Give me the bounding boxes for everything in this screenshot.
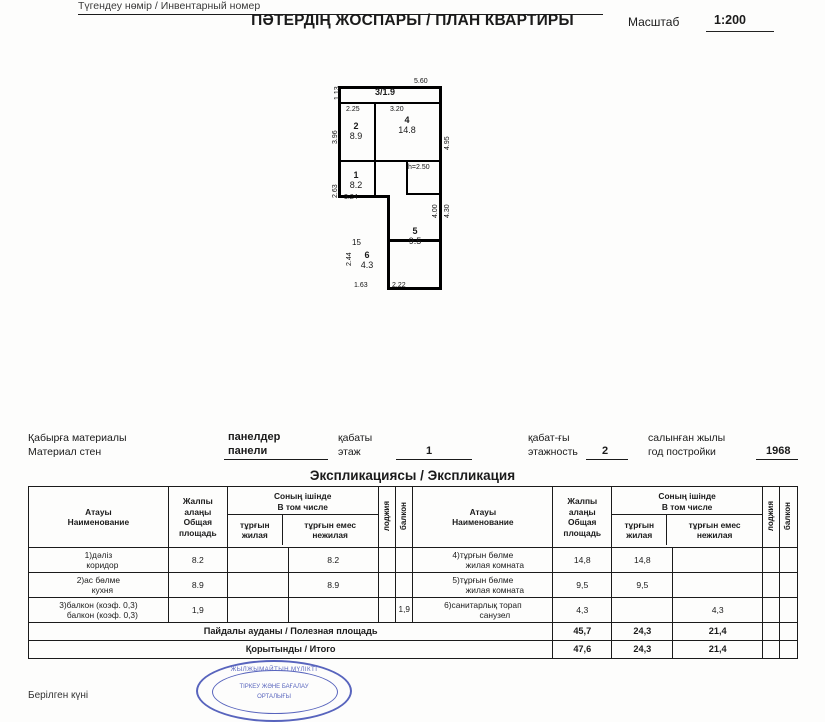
issued-date-label: Берілген күні bbox=[28, 690, 89, 701]
row-name-right-1-kk: 5)тұрғын бөлме bbox=[452, 574, 514, 585]
header-among-left-kk: Соның ішінде bbox=[273, 491, 332, 501]
row-living-left-2 bbox=[227, 598, 288, 623]
dim-163: 1.63 bbox=[354, 282, 368, 289]
row-name-right-1 bbox=[413, 573, 553, 598]
room-label-1: 1 bbox=[353, 170, 359, 180]
header-among-left-sub bbox=[228, 515, 378, 545]
header-total-right-kk: Жалпы bbox=[567, 496, 598, 506]
storeys-label-ru: этажность bbox=[528, 446, 578, 458]
header-loggia-left bbox=[378, 487, 395, 548]
header-total-left-kk: Жалпы bbox=[182, 496, 213, 506]
total-usable-nonliving: 21,4 bbox=[673, 623, 763, 641]
total-sum-balcony bbox=[780, 641, 798, 659]
row-name-left-2 bbox=[29, 598, 169, 623]
row-total-left-0: 8.2 bbox=[168, 548, 227, 573]
row-name-left-1-kk: 2)ас бөлме bbox=[76, 574, 121, 585]
floor-rule bbox=[396, 459, 472, 460]
floor-label-ru: этаж bbox=[338, 446, 361, 458]
table-total-row bbox=[29, 623, 798, 641]
room-area-1: 8.2 bbox=[349, 180, 363, 190]
dim-222: 2.22 bbox=[392, 282, 406, 289]
room-area-5: 9.5 bbox=[408, 236, 422, 246]
wall-partition-3 bbox=[338, 160, 442, 162]
header-living-left-ru: жилая bbox=[241, 530, 268, 540]
header-name-right-kk: Атауы bbox=[469, 506, 497, 517]
dim-225: 2.25 bbox=[346, 106, 360, 113]
total-usable-balcony bbox=[780, 623, 798, 641]
row-living-left-1 bbox=[227, 573, 288, 598]
dim-244: 2.44 bbox=[346, 252, 353, 266]
header-name-right bbox=[413, 487, 553, 548]
room-label-3: 3/1.9 bbox=[374, 87, 396, 97]
header-nonliving-left-kk: тұрғын емес bbox=[304, 519, 357, 530]
header-among-right-sub bbox=[612, 515, 762, 545]
dim-mark-15: 15 bbox=[352, 238, 361, 247]
row-total-left-1: 8.9 bbox=[168, 573, 227, 598]
header-living-right-ru: жилая bbox=[626, 530, 653, 540]
stamp-line-1: ЖЫЛЖЫМАЙТЫН МҮЛІКТІ bbox=[230, 666, 318, 673]
row-living-right-2 bbox=[612, 598, 673, 623]
year-value: 1968 bbox=[766, 445, 791, 457]
row-name-right-2-ru: санузел bbox=[479, 610, 511, 620]
header-total-right-ru2: площадь bbox=[563, 527, 602, 538]
row-name-right-0 bbox=[413, 548, 553, 573]
dim-left-small: 1.13 bbox=[334, 86, 341, 100]
wall-lower-left bbox=[387, 239, 390, 290]
row-loggia-left-1 bbox=[378, 573, 395, 598]
header-among-right-ru: В том числе bbox=[661, 501, 713, 512]
row-name-left-0 bbox=[29, 548, 169, 573]
wall-inner-v1 bbox=[387, 195, 390, 242]
header-total-right-kk2: алаңы bbox=[568, 506, 596, 517]
row-name-right-2 bbox=[413, 598, 553, 623]
wall-right-lower bbox=[439, 195, 442, 290]
total-sum-loggia bbox=[762, 641, 779, 659]
total-sum-total: 47,6 bbox=[553, 641, 612, 659]
floor-plan bbox=[330, 78, 460, 293]
explication-table bbox=[28, 486, 798, 659]
total-usable-loggia bbox=[762, 623, 779, 641]
row-loggia-right-2 bbox=[762, 598, 779, 623]
wall-partition-6 bbox=[406, 193, 442, 195]
row-nonliving-left-1: 8.9 bbox=[288, 573, 378, 598]
wall-partition-4 bbox=[374, 160, 376, 198]
year-rule bbox=[756, 459, 798, 460]
row-balcony-right-0 bbox=[780, 548, 798, 573]
row-name-left-2-kk: 3)балкон (коэф. 0,3) bbox=[59, 599, 138, 610]
header-among-left-title bbox=[228, 489, 378, 515]
row-loggia-left-0 bbox=[378, 548, 395, 573]
header-name-right-ru: Наименование bbox=[452, 517, 514, 527]
row-total-right-1: 9,5 bbox=[553, 573, 612, 598]
row-balcony-left-0 bbox=[395, 548, 412, 573]
explication-title: Экспликациясы / Экспликация bbox=[309, 468, 516, 483]
header-name-left-kk: Атауы bbox=[85, 506, 112, 517]
row-nonliving-left-0: 8.2 bbox=[288, 548, 378, 573]
row-nonliving-right-2: 4,3 bbox=[673, 598, 763, 623]
total-sum-living: 24,3 bbox=[612, 641, 673, 659]
header-nonliving-right bbox=[667, 515, 762, 545]
stamp-line-3: ОРТАЛЫҒЫ bbox=[257, 694, 291, 700]
room-label-4: 4 bbox=[404, 115, 410, 125]
row-loggia-left-2 bbox=[378, 598, 395, 623]
row-name-right-0-kk: 4)тұрғын бөлме bbox=[452, 549, 514, 560]
room-label-6: 6 bbox=[364, 250, 370, 260]
header-total-left bbox=[168, 487, 227, 548]
header-balcony-left bbox=[395, 487, 412, 548]
storeys-label-kk: қабат-ғы bbox=[528, 432, 570, 444]
wall-material-label-ru: Материал стен bbox=[28, 446, 102, 458]
dim-324: 3.24 bbox=[344, 194, 358, 201]
header-balcony-right bbox=[780, 487, 798, 548]
table-total-row bbox=[29, 641, 798, 659]
total-usable-total: 45,7 bbox=[553, 623, 612, 641]
total-label-usable: Пайдалы ауданы / Полезная площадь bbox=[29, 623, 553, 641]
scale-label: Масштаб bbox=[628, 15, 680, 29]
row-name-left-1 bbox=[29, 573, 169, 598]
wall-material-label-kk: Қабырға материалы bbox=[28, 432, 127, 444]
row-balcony-right-2 bbox=[780, 598, 798, 623]
row-balcony-right-1 bbox=[780, 573, 798, 598]
table-row bbox=[29, 598, 798, 623]
header-loggia-right-text: лоджия bbox=[765, 500, 775, 531]
row-name-right-1-ru: жилая комната bbox=[465, 585, 525, 595]
row-name-left-0-ru: коридор bbox=[86, 560, 119, 570]
header-among-left bbox=[227, 487, 378, 548]
stamp-line-2: ТІРКЕУ ЖӘНЕ БАҒАЛАУ bbox=[239, 684, 309, 690]
header-among-right bbox=[612, 487, 763, 548]
total-label-sum: Қорытынды / Итого bbox=[29, 641, 553, 659]
room-area-4: 14.8 bbox=[398, 125, 416, 135]
header-name-left-ru: Наименование bbox=[67, 517, 130, 527]
header-living-right-kk: тұрғын bbox=[624, 519, 655, 530]
row-nonliving-left-2 bbox=[288, 598, 378, 623]
table-row bbox=[29, 548, 798, 573]
row-nonliving-right-1 bbox=[673, 573, 763, 598]
scale-value: 1:200 bbox=[714, 13, 746, 27]
row-total-right-2: 4,3 bbox=[553, 598, 612, 623]
wall-material-rule bbox=[224, 459, 328, 460]
row-balcony-left-1 bbox=[395, 573, 412, 598]
row-living-right-0: 14,8 bbox=[612, 548, 673, 573]
header-total-right bbox=[553, 487, 612, 548]
header-among-right-kk: Соның ішінде bbox=[658, 491, 716, 501]
wall-material-value-ru: панели bbox=[228, 445, 268, 457]
header-nonliving-left bbox=[283, 515, 378, 545]
room-area-2: 8.9 bbox=[349, 131, 363, 141]
row-living-left-0 bbox=[227, 548, 288, 573]
storeys-value: 2 bbox=[602, 445, 609, 457]
dim-263: 2.63 bbox=[332, 184, 339, 198]
dim-h250: h=2.50 bbox=[408, 164, 430, 171]
header-living-left-kk: тұрғын bbox=[240, 519, 270, 530]
official-stamp bbox=[196, 660, 352, 722]
total-usable-living: 24,3 bbox=[612, 623, 673, 641]
header-among-right-title bbox=[612, 489, 762, 515]
floor-value: 1 bbox=[426, 445, 433, 457]
table-row bbox=[29, 573, 798, 598]
dim-495: 4.95 bbox=[444, 136, 451, 150]
dim-top-right: 5.60 bbox=[414, 78, 428, 85]
dim-396: 3.96 bbox=[332, 130, 339, 144]
row-loggia-right-1 bbox=[762, 573, 779, 598]
header-balcony-left-text: балкон bbox=[398, 501, 408, 530]
room-label-5: 5 bbox=[412, 226, 418, 236]
header-total-left-ru2: площадь bbox=[178, 527, 217, 538]
header-total-left-ru: Общая bbox=[183, 517, 212, 527]
storeys-rule bbox=[586, 459, 628, 460]
header-nonliving-right-kk: тұрғын емес bbox=[688, 519, 741, 530]
header-living-right bbox=[612, 515, 667, 545]
header-living-left bbox=[228, 515, 283, 545]
header-loggia-right bbox=[762, 487, 779, 548]
row-living-right-1: 9,5 bbox=[612, 573, 673, 598]
row-name-left-1-ru: кухня bbox=[91, 585, 114, 595]
row-name-right-2-kk: 6)санитарлық торап bbox=[444, 599, 522, 610]
header-balcony-right-text: балкон bbox=[783, 501, 793, 530]
row-total-right-0: 14,8 bbox=[553, 548, 612, 573]
row-name-left-2-ru: балкон (коэф. 0,3) bbox=[66, 610, 138, 620]
header-among-left-ru: В том числе bbox=[277, 501, 328, 512]
total-sum-nonliving: 21,4 bbox=[673, 641, 763, 659]
row-nonliving-right-0 bbox=[673, 548, 763, 573]
room-area-6: 4.3 bbox=[360, 260, 374, 270]
header-loggia-left-text: лоджия bbox=[381, 500, 391, 531]
floor-label-kk: қабаты bbox=[338, 432, 373, 444]
dim-320: 3.20 bbox=[390, 106, 404, 113]
header-nonliving-left-ru: нежилая bbox=[312, 530, 348, 540]
wall-partition-1 bbox=[338, 102, 442, 104]
wall-partition-2 bbox=[374, 102, 376, 162]
row-total-left-2: 1,9 bbox=[168, 598, 227, 623]
dim-430: 4.30 bbox=[444, 204, 451, 218]
scale-rule bbox=[706, 31, 774, 32]
room-label-2: 2 bbox=[353, 121, 359, 131]
row-name-left-0-kk: 1)дәліз bbox=[84, 549, 113, 560]
row-balcony-left-2: 1,9 bbox=[395, 598, 412, 623]
year-label-ru: год постройки bbox=[648, 446, 716, 458]
header-total-left-kk2: алаңы bbox=[184, 506, 212, 517]
wall-material-value-kk: панелдер bbox=[228, 431, 281, 443]
stamp-inner-ring bbox=[212, 670, 338, 714]
row-loggia-right-0 bbox=[762, 548, 779, 573]
dim-400: 4.00 bbox=[432, 204, 439, 218]
header-name-left bbox=[29, 487, 169, 548]
year-label-kk: салынған жылы bbox=[648, 432, 726, 444]
page-title: ПӘТЕРДІҢ ЖОСПАРЫ / ПЛАН КВАРТИРЫ bbox=[251, 12, 574, 29]
table-header-row bbox=[29, 487, 798, 548]
header-total-right-ru: Общая bbox=[568, 517, 597, 527]
header-nonliving-right-ru: нежилая bbox=[696, 530, 733, 540]
row-name-right-0-ru: жилая комната bbox=[465, 560, 525, 570]
inventory-number-label: Түгендеу нөмір / Инвентарный номер bbox=[78, 0, 261, 12]
